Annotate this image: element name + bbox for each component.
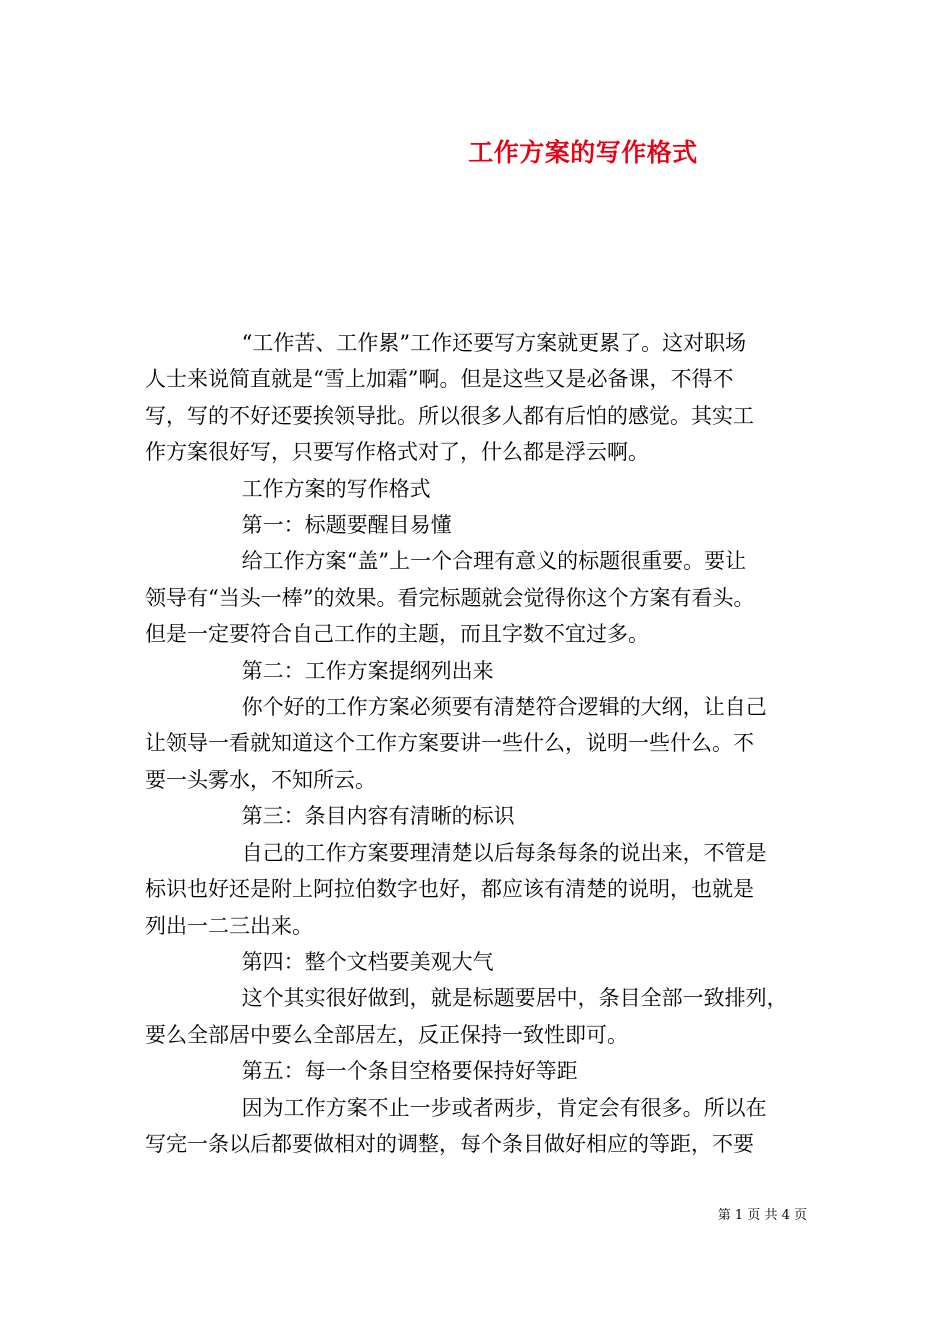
- paragraph: [145, 543, 807, 652]
- text-line: 但是一定要符合自己工作的主题，而且字数不宜过多。: [145, 622, 649, 647]
- text-line: 写，写的不好还要挨领导批。所以很多人都有后怕的感觉。其实工: [145, 403, 754, 428]
- text-line: 第二：工作方案提纲列出来: [241, 658, 494, 683]
- text-line: 因为工作方案不止一步或者两步，肯定会有很多。所以在: [241, 1095, 767, 1120]
- text-line: 作方案很好写，只要写作格式对了，什么都是浮云啊。: [145, 440, 649, 465]
- text-line: 列出一二三出来。: [145, 913, 313, 938]
- text-line: 要么全部居中要么全部居左，反正保持一致性即可。: [145, 1022, 628, 1047]
- paragraph: [145, 689, 807, 798]
- text-line: 要一头雾水，不知所云。: [145, 767, 376, 792]
- text-line: 让领导一看就知道这个工作方案要讲一些什么，说明一些什么。不: [145, 731, 754, 756]
- paragraph: [145, 1090, 807, 1163]
- text-line: 领导有“当头一棒”的效果。看完标题就会觉得你这个方案有看头。: [145, 585, 755, 610]
- text-line: 第四：整个文档要美观大气: [241, 949, 494, 974]
- text-line: 这个其实很好做到，就是标题要居中，条目全部一致排列，: [241, 986, 788, 1011]
- text-line: 自己的工作方案要理清楚以后每条每条的说出来，不管是: [241, 840, 767, 865]
- text-line: 第三：条目内容有清晰的标识: [241, 804, 515, 829]
- section-heading: [145, 471, 807, 507]
- page-number: 第 1 页 共 4 页: [717, 1208, 807, 1223]
- section-heading: [145, 944, 807, 980]
- section-heading: [145, 653, 807, 689]
- text-line: 标识也好还是附上阿拉伯数字也好，都应该有清楚的说明，也就是: [145, 877, 754, 902]
- text-line: “工作苦、工作累”工作还要写方案就更累了。这对职场: [241, 331, 747, 355]
- paragraph: [145, 835, 807, 944]
- text-line: 人士来说简直就是“雪上加霜”啊。但是这些又是必备课，不得不: [145, 367, 734, 392]
- text-line: 你个好的工作方案必须要有清楚符合逻辑的大纲，让自己: [241, 695, 767, 720]
- text-line: 第五：每一个条目空格要保持好等距: [241, 1059, 578, 1084]
- text-line: 工作方案的写作格式: [241, 476, 431, 501]
- text-line: 第一：标题要醒目易懂: [241, 513, 452, 538]
- document-body: [145, 325, 807, 1162]
- section-heading: [145, 1053, 807, 1089]
- text-line: 写完一条以后都要做相对的调整，每个条目做好相应的等距，不要: [145, 1131, 754, 1156]
- text-line: 给工作方案“盖”上一个合理有意义的标题很重要。要让: [241, 549, 747, 574]
- section-heading: [145, 798, 807, 834]
- paragraph: [145, 980, 807, 1053]
- paragraph: [145, 325, 807, 471]
- section-heading: [145, 507, 807, 543]
- document-title: 工作方案的写作格式: [468, 138, 698, 167]
